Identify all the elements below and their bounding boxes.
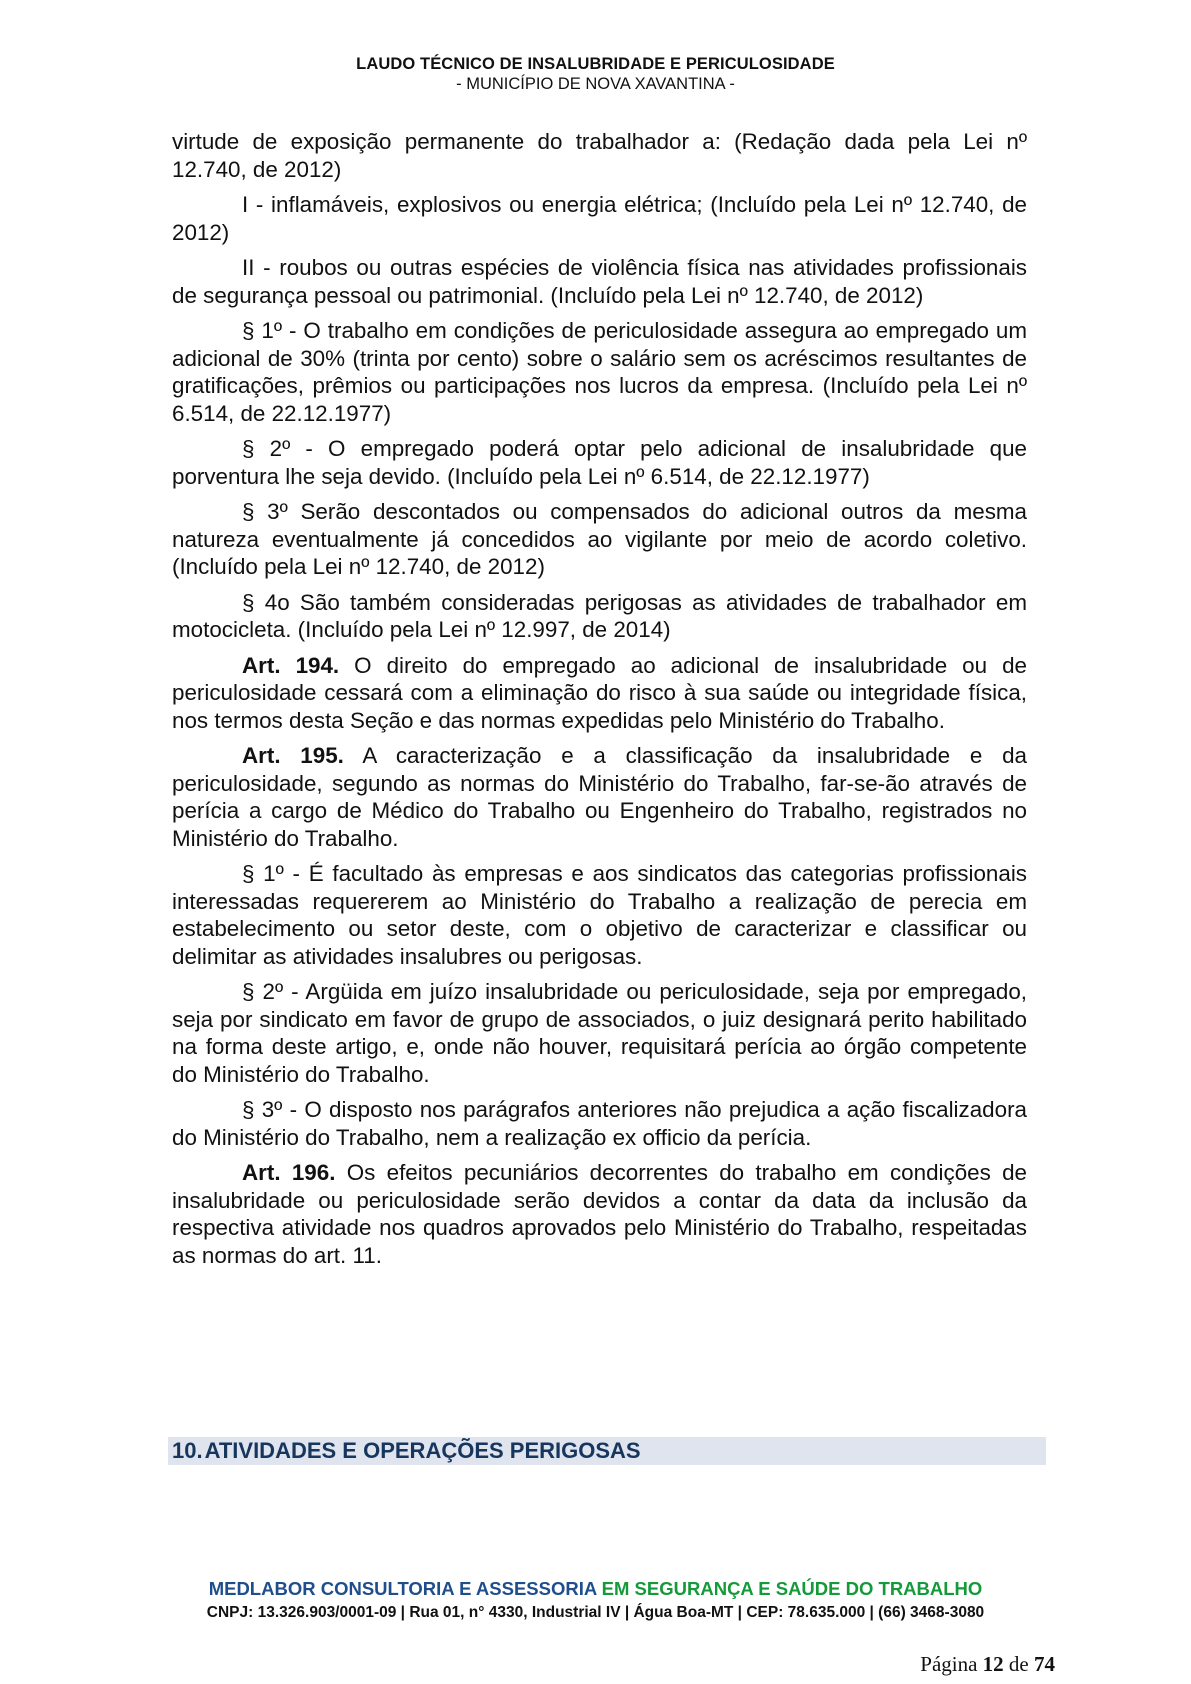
- page-number: Página 12 de 74: [920, 1652, 1055, 1676]
- article-paragraph: Art. 194. O direito do empregado ao adicional de insalubridade ou de periculosidade cessará com a eliminação do risco à sua saúde ou integridade física, nos termos desta Seção e das normas expedidas pelo Ministério do Trabalho.: [172, 652, 1027, 733]
- paragraph: § 2º - Argüida em juízo insalubridade ou periculosidade, seja por empregado, seja por sindicato em favor de grupo de associados, o juiz designará perito habilitado na forma deste artigo, e, onde não houver, requisitará perícia ao órgão competente do Ministério do Trabalho.: [172, 979, 1027, 1087]
- section-heading: [168, 1437, 1046, 1465]
- article-number: Art. 194.: [242, 652, 340, 678]
- document-header: [0, 55, 1191, 94]
- paragraph: § 4o São também consideradas perigosas as atividades de trabalhador em motocicleta. (Incluído pela Lei nº 12.997, de 2014): [172, 589, 1027, 642]
- paragraph: § 3º - O disposto nos parágrafos anteriores não prejudica a ação fiscalizadora do Ministério do Trabalho, nem a realização ex officio da perícia.: [172, 1097, 1027, 1150]
- article-paragraph: Art. 195. A caracterização e a classificação da insalubridade e da periculosidade, segundo as normas do Ministério do Trabalho, far-se-ão através de perícia a cargo de Médico do Trabalho ou Engenheiro do Trabalho, registrados no Ministério do Trabalho.: [172, 743, 1027, 851]
- paragraph: II - roubos ou outras espécies de violência física nas atividades profissionais de segurança pessoal ou patrimonial. (Incluído pela Lei nº 12.740, de 2012): [172, 255, 1027, 308]
- paragraph: § 1º - É facultado às empresas e aos sindicatos das categorias profissionais interessadas requererem ao Ministério do Trabalho a realização de perecia em estabelecimento ou setor deste, com o objetivo de caracterizar e classificar ou delimitar as atividades insalubres ou perigosas.: [172, 861, 1027, 969]
- document-subtitle: - MUNICÍPIO DE NOVA XAVANTINA -: [456, 75, 735, 93]
- paragraph: § 3º Serão descontados ou compensados do adicional outros da mesma natureza eventualmente já concedidos ao vigilante por meio de acordo coletivo. (Incluído pela Lei nº 12.740, de 2012): [172, 499, 1027, 579]
- article-number: Art. 195.: [242, 743, 344, 768]
- paragraph: I - inflamáveis, explosivos ou energia elétrica; (Incluído pela Lei nº 12.740, de 2012): [172, 192, 1027, 245]
- section-number: 10.: [172, 1438, 203, 1463]
- document-footer: [0, 1578, 1191, 1622]
- company-contact: CNPJ: 13.326.903/0001-09 | Rua 01, n° 4330, Industrial IV | Água Boa-MT | CEP: 78.635.000 | (66) 3468-3080: [206, 1604, 985, 1621]
- paragraph: § 2º - O empregado poderá optar pelo adicional de insalubridade que porventura lhe seja devido. (Incluído pela Lei nº 6.514, de 22.12.1977): [172, 436, 1027, 489]
- article-paragraph: Art. 196. Os efeitos pecuniários decorrentes do trabalho em condições de insalubridade ou periculosidade serão devidos a contar da data da inclusão da respectiva atividade nos quadros aprovados pelo Ministério do Trabalho, respeitadas as normas do art. 11.: [172, 1160, 1027, 1268]
- paragraph: § 1º - O trabalho em condições de periculosidade assegura ao empregado um adicional de 30% (trinta por cento) sobre o salário sem os acréscimos resultantes de gratificações, prêmios ou participações nos lucros da empresa. (Incluído pela Lei nº 6.514, de 22.12.1977): [172, 318, 1027, 426]
- body-text: [172, 128, 1027, 1277]
- article-number: Art. 196.: [242, 1160, 336, 1185]
- company-name: MEDLABOR CONSULTORIA E ASSESSORIA EM SEGURANÇA E SAÚDE DO TRABALHO: [208, 1578, 983, 1599]
- section-title: ATIVIDADES E OPERAÇÕES PERIGOSAS: [204, 1438, 641, 1463]
- paragraph: virtude de exposição permanente do trabalhador a: (Redação dada pela Lei nº 12.740, de 2012): [172, 129, 1027, 182]
- document-title: LAUDO TÉCNICO DE INSALUBRIDADE E PERICULOSIDADE: [356, 55, 835, 73]
